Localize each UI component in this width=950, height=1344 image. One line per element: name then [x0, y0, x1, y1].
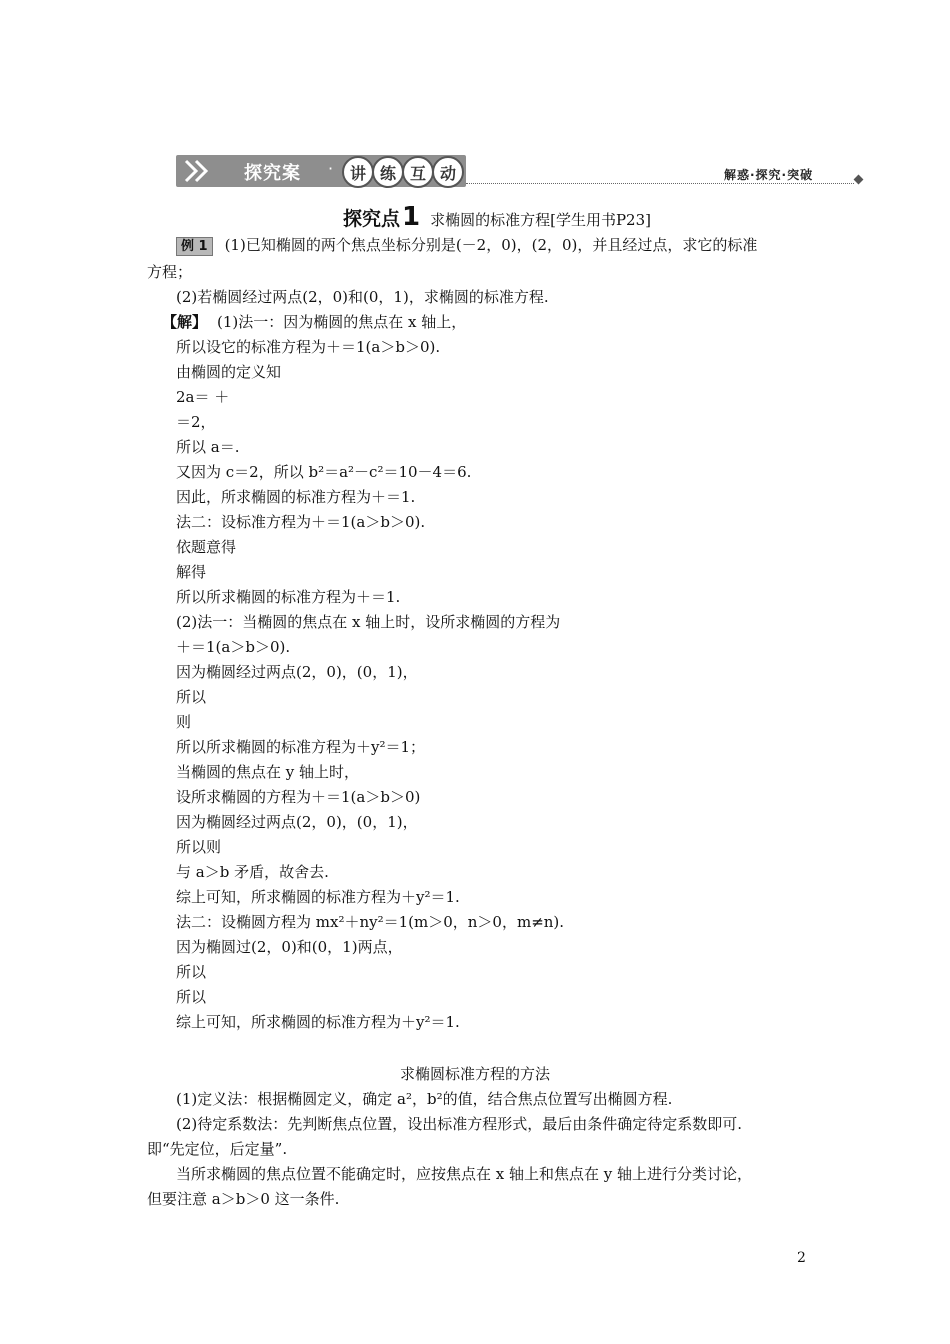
- page-number: 2: [797, 1250, 806, 1266]
- solution-line: ＝2，: [176, 413, 216, 431]
- solution-line: 所以: [176, 963, 207, 981]
- solution-line: 法二：设椭圆方程为 mx²＋ny²＝1(m＞0，n＞0，m≠n).: [176, 913, 565, 931]
- solution-line: 与 a＞b 矛盾，故舍去.: [176, 863, 329, 881]
- solution-line: 当椭圆的焦点在 y 轴上时，: [176, 763, 360, 781]
- solution-line: 因为椭圆经过两点(2，0)，(0，1)，: [176, 813, 418, 831]
- solution-line: (2)法一：当椭圆的焦点在 x 轴上时，设所求椭圆的方程为: [176, 613, 561, 631]
- method-line: (2)待定系数法：先判断焦点位置，设出标准方程形式，最后由条件确定待定系数即可.: [176, 1115, 743, 1133]
- solution-line: 所以所求椭圆的标准方程为＋y²＝1；: [176, 738, 426, 756]
- header-right-text: 解惑·探究·突破: [724, 168, 814, 182]
- solution-line: 依题意得: [176, 538, 237, 556]
- banner-circle-char: 动: [432, 156, 464, 188]
- method-line: 当所求椭圆的焦点位置不能确定时，应按焦点在 x 轴上和焦点在 y 轴上进行分类讨论，: [176, 1165, 753, 1183]
- example-line-1: [176, 235, 757, 256]
- header-dotted-line: [466, 183, 854, 184]
- banner-circle-group: [342, 156, 462, 188]
- solution-line: 所以所求椭圆的标准方程为＋＝1.: [176, 588, 401, 606]
- diamond-icon: [854, 175, 864, 185]
- banner-circle-char: 互: [402, 156, 434, 188]
- solution-line: 综上可知，所求椭圆的标准方程为＋y²＝1.: [176, 888, 460, 906]
- method-line: 即“先定位，后定量”.: [147, 1140, 288, 1158]
- solution-line: 因为椭圆过(2，0)和(0，1)两点，: [176, 938, 403, 956]
- example-line-1b: 方程；: [147, 263, 193, 281]
- solution-line: 2a＝ ＋: [176, 388, 230, 406]
- method-line: (1)定义法：根据椭圆定义，确定 a²，b²的值，结合焦点位置写出椭圆方程.: [176, 1090, 673, 1108]
- double-chevron-icon: [182, 159, 216, 183]
- section-title-main: 探究点: [343, 208, 401, 230]
- solution-line-first: [162, 312, 466, 332]
- solution-line: 所以: [176, 988, 207, 1006]
- section-title: [343, 202, 651, 232]
- solution-first-text: (1)法一：因为椭圆的焦点在 x 轴上，: [217, 313, 467, 331]
- method-title: 求椭圆标准方程的方法: [399, 1065, 550, 1083]
- section-banner: [176, 155, 466, 187]
- banner-circle-char: 讲: [342, 156, 374, 188]
- solution-line: 所以 a＝.: [176, 438, 240, 456]
- example-text-1: (1)已知椭圆的两个焦点坐标分别是(－2，0)，(2，0)，并且经过点，求它的标准: [224, 236, 758, 254]
- section-subtitle: 求椭圆的标准方程[学生用书P23]: [430, 211, 651, 229]
- solution-line: 因此，所求椭圆的标准方程为＋＝1.: [176, 488, 416, 506]
- solution-line: 所以: [176, 688, 207, 706]
- example-tag: 例 1: [176, 237, 213, 256]
- solution-line: 所以设它的标准方程为＋＝1(a＞b＞0).: [176, 338, 441, 356]
- method-line: 但要注意 a＞b＞0 这一条件.: [147, 1190, 340, 1208]
- banner-dot: ·: [328, 159, 334, 178]
- solution-line: 设所求椭圆的方程为＋＝1(a＞b＞0): [176, 788, 421, 806]
- banner-circle-char: 练: [372, 156, 404, 188]
- solution-line: 则: [176, 713, 192, 731]
- solution-line: 由椭圆的定义知: [176, 363, 282, 381]
- section-number: 1: [402, 202, 421, 232]
- solution-line: 因为椭圆经过两点(2，0)，(0，1)，: [176, 663, 418, 681]
- solution-line: 解得: [176, 563, 207, 581]
- solution-line: 又因为 c＝2，所以 b²＝a²－c²＝10－4＝6.: [176, 463, 472, 481]
- solution-line: ＋＝1(a＞b＞0).: [176, 638, 291, 656]
- solution-line: 所以则: [176, 838, 222, 856]
- solution-line: 综上可知，所求椭圆的标准方程为＋y²＝1.: [176, 1013, 460, 1031]
- banner-title: 探究案: [244, 163, 301, 184]
- example-line-2: (2)若椭圆经过两点(2，0)和(0，1)，求椭圆的标准方程.: [176, 288, 549, 306]
- solution-line: 法二：设标准方程为＋＝1(a＞b＞0).: [176, 513, 426, 531]
- solution-label: 【解】: [162, 313, 208, 331]
